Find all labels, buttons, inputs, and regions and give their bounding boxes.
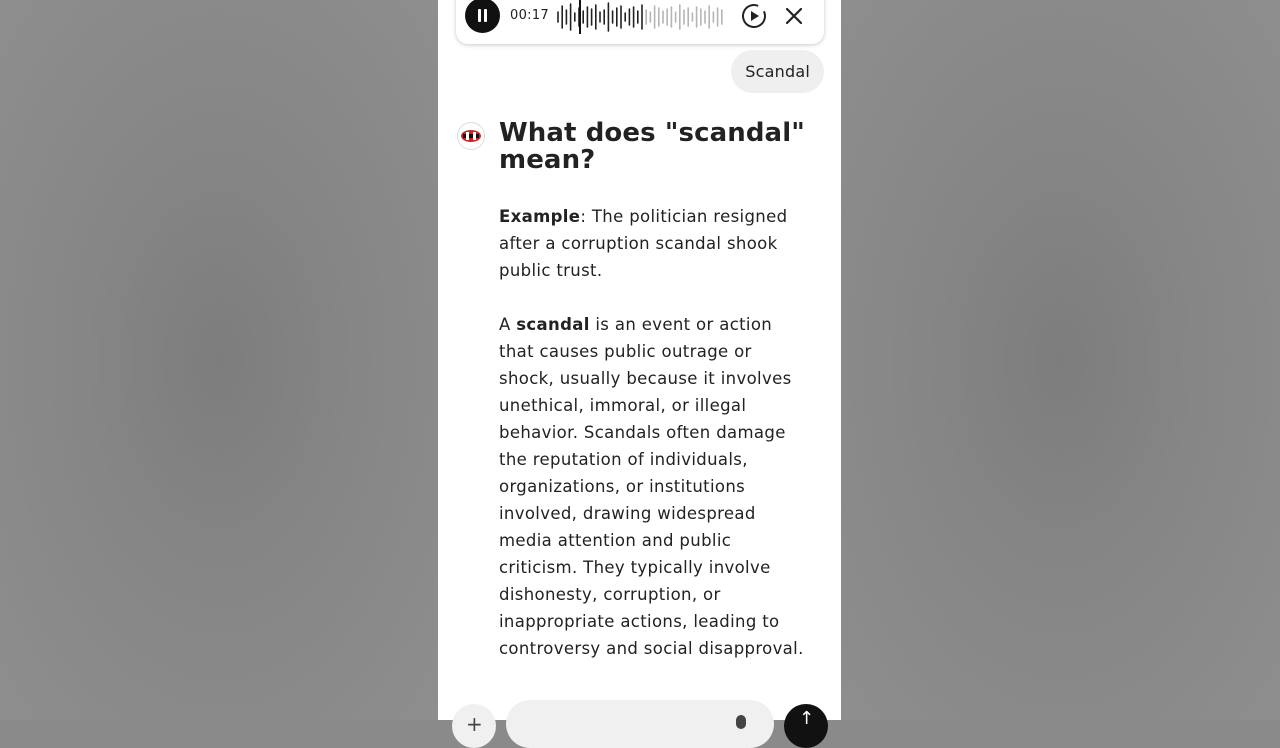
send-icon: ↑: [799, 708, 815, 729]
plus-icon: +: [466, 712, 483, 736]
backdrop-right: [841, 0, 1280, 720]
backdrop-left: [0, 0, 438, 720]
message-input[interactable]: [506, 700, 774, 748]
definition-prefix: A: [499, 315, 517, 334]
example-label: Example: [499, 207, 581, 226]
audio-player: [456, 0, 824, 44]
replay-icon[interactable]: [740, 2, 768, 30]
assistant-answer: [499, 120, 811, 662]
add-attachment-button[interactable]: [452, 704, 496, 748]
definition-paragraph: [499, 311, 811, 662]
user-message-bubble: Scandal: [731, 50, 824, 93]
definition-term: scandal: [516, 315, 590, 334]
definition-text: is an event or action that causes public outrage or shock, usually because it involves unethical, immoral, or illegal behavior. Scandals often damage the reputation of individuals, organizations, or institutions involved, drawing widespread media attention and public criticism. They typically involve dishonesty, corruption, or inappropriate actions, leading to controversy and social disapproval.: [499, 315, 804, 658]
playback-time: 00:17: [510, 8, 549, 23]
pause-icon: [478, 9, 481, 22]
waveform[interactable]: [556, 0, 726, 35]
example-paragraph: [499, 203, 811, 284]
chat-screen: [438, 0, 841, 736]
mic-icon[interactable]: [736, 715, 746, 729]
send-button[interactable]: [784, 704, 828, 748]
pause-button[interactable]: [465, 0, 500, 33]
close-icon[interactable]: [782, 4, 806, 28]
example-text: : The politician resigned after a corruption scandal shook public trust.: [499, 207, 788, 280]
assistant-avatar-icon: [457, 122, 485, 150]
answer-title: What does "scandal" mean?: [499, 118, 805, 175]
